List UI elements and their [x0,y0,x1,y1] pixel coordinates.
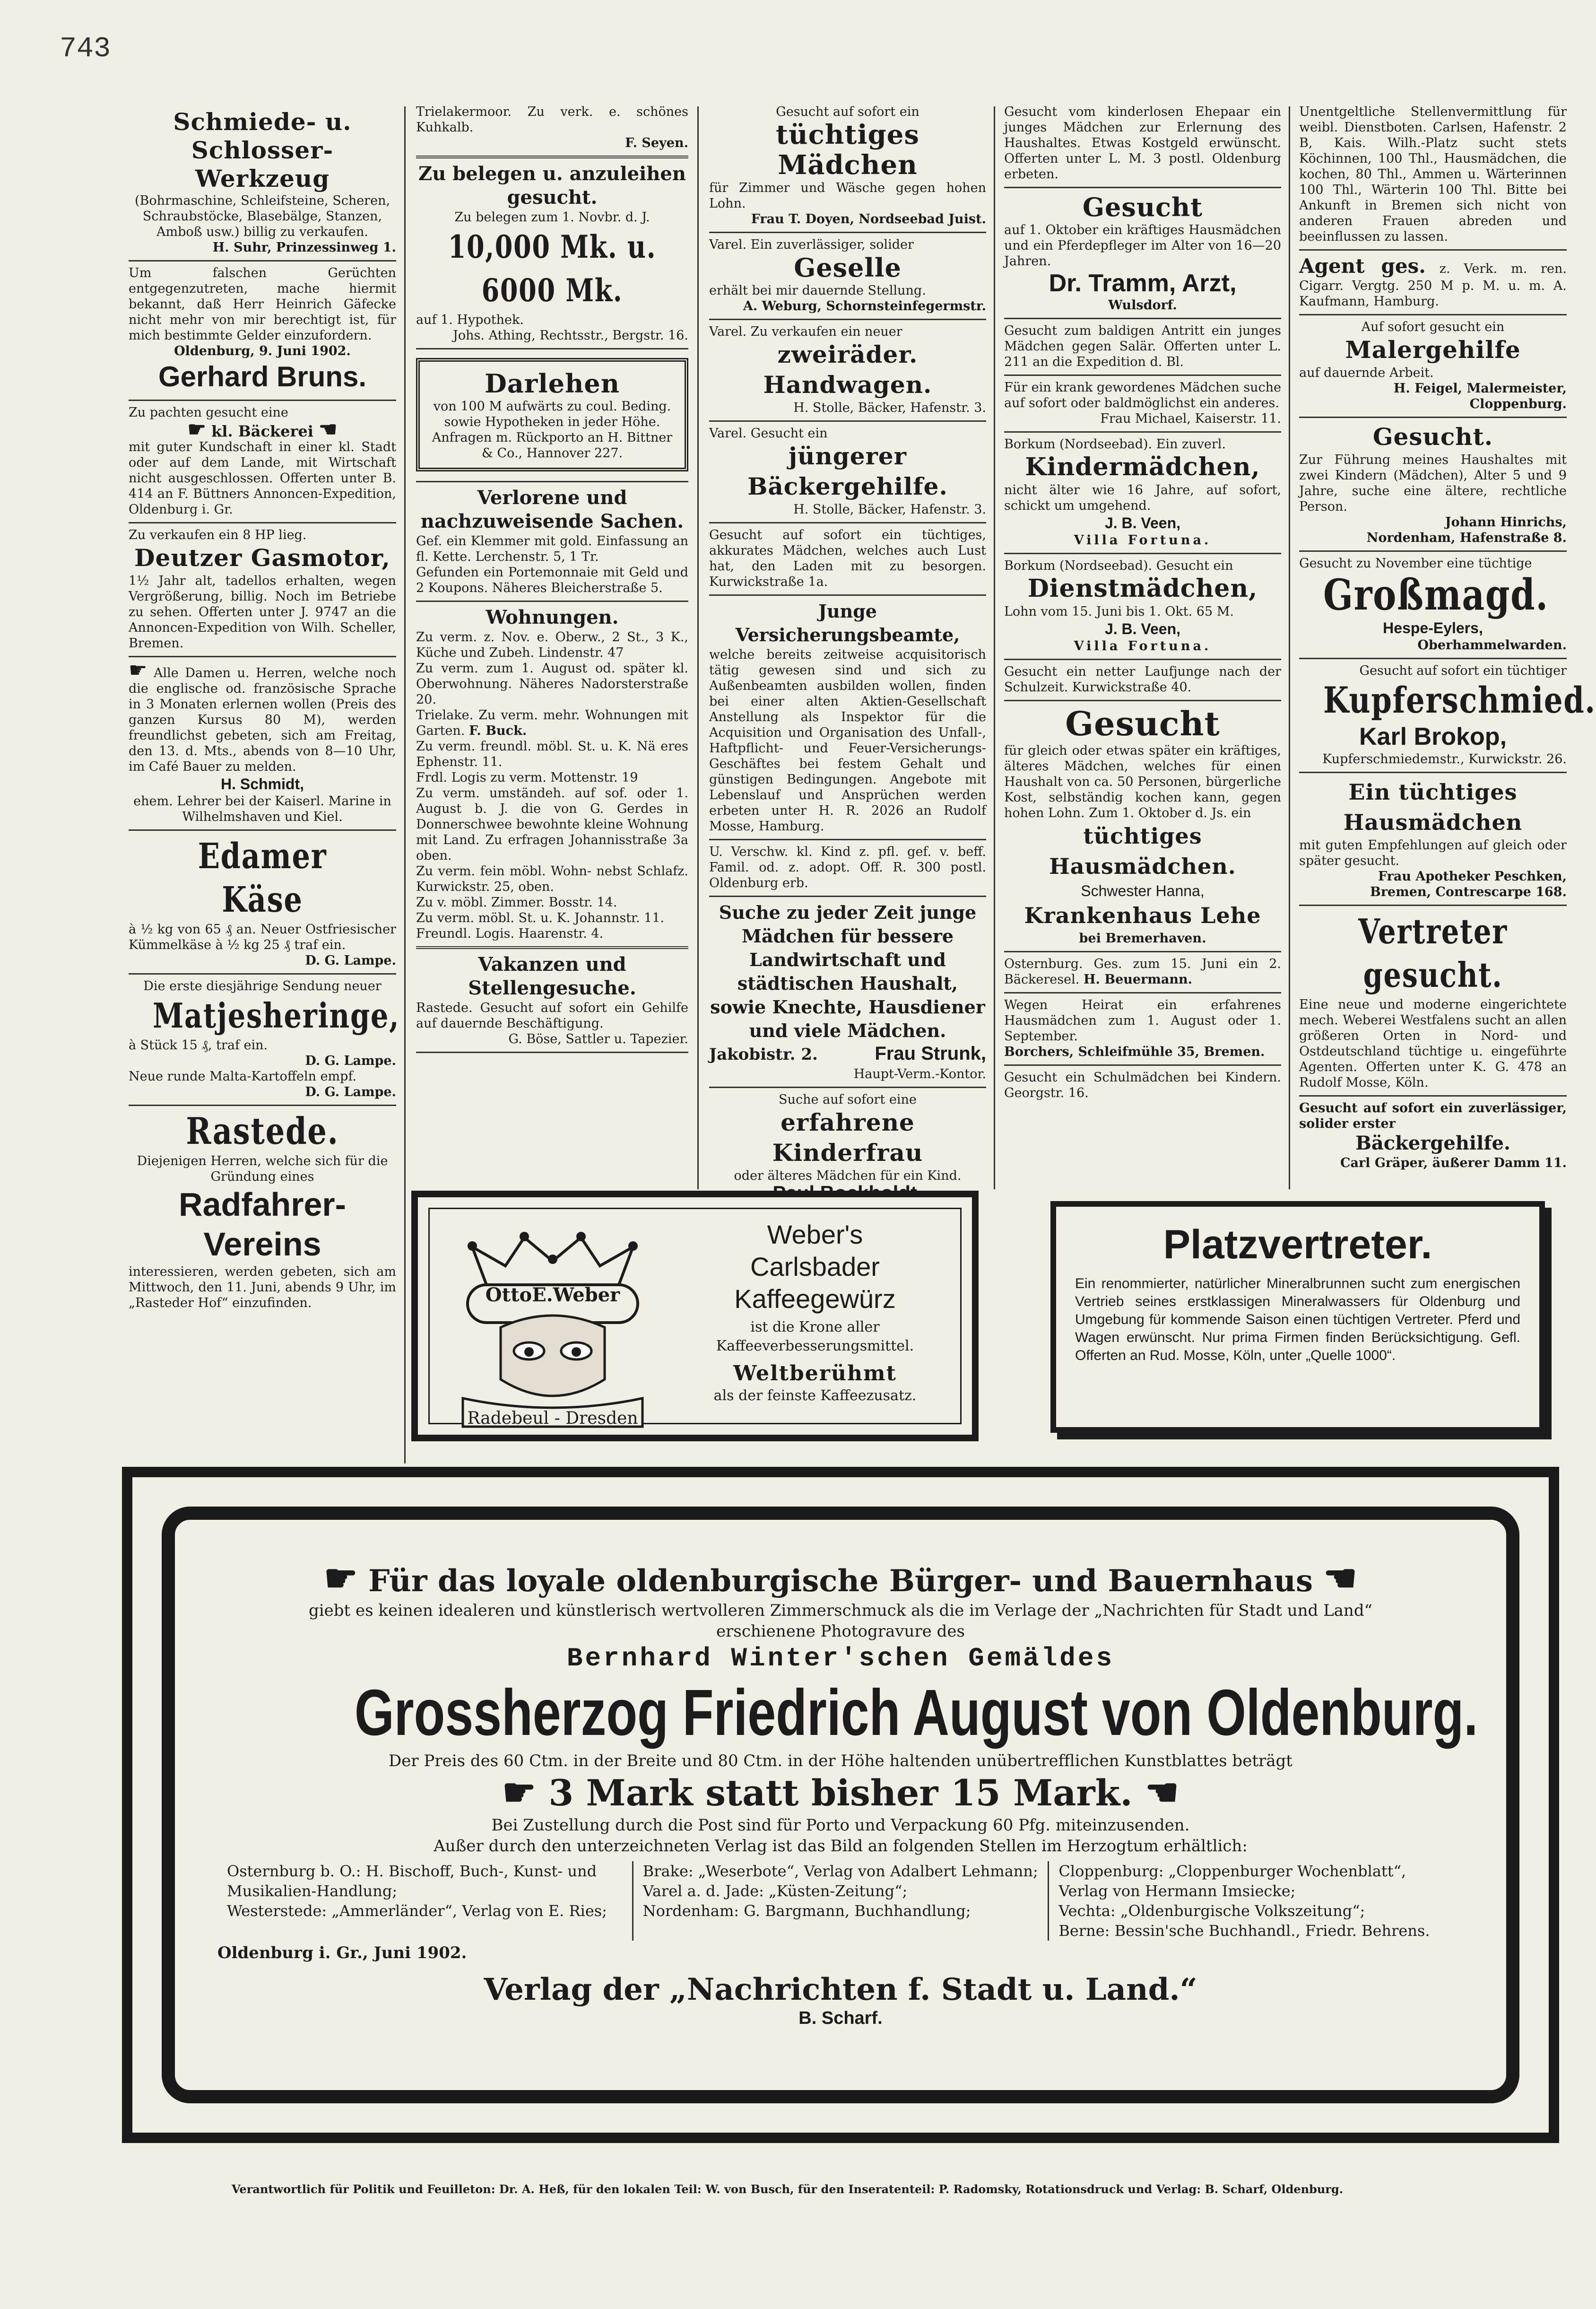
ad-intro: Borkum (Nordseebad). Ein zuverl. [1004,437,1226,452]
weber-line-2: Carlsbader [750,1252,880,1281]
ad-osternburg [1004,952,1281,993]
outlet-item: Westerstede: „Ammerländer“, Verlag von E. Ries; [227,1902,607,1920]
ad-text: Gesucht vom kinderlosen Ehepaar ein junges Mädchen zur Erlernung des Haushaltes. Etwas Kostgeld erwünscht. Offerten unter L. M. 3 postl. Oldenburg erbeten. [1004,105,1281,182]
ad-signature: H. Beuermann. [1083,972,1193,987]
ad-heirat [1004,993,1281,1066]
ad-text: Eine neue und moderne eingerichtete mech. Weberei Westfalens sucht an allen größeren Orten in Nord- und Ostdeutschland tüchtige u. eingeführte Agenten. Offerten unter K. G. 478 an Rudolf Mosse, Köln. [1299,997,1567,1090]
ad-text: Gesucht ein Schulmädchen bei Kindern. Georgstr. 16. [1004,1070,1281,1100]
ad-text: U. Verschw. kl. Kind z. pfl. gef. v. beff. Famil. od. z. adopt. Off. R. 300 postl. Oldenburg erb. [709,845,986,890]
imprint-footer: Verantwortlich für Politik und Feuilleton: Dr. A. Heß, für den lokalen Teil: W. von Busch, für den Inseratenteil: P. Radomsky, Rotationsdruck und Verlag: B. Scharf, Oldenburg. [232,2182,1344,2196]
weber-line-1: Weber's [767,1220,863,1249]
ad-intro: Die erste diesjährige Sendung neuer [143,979,382,993]
ad-agent [1299,251,1567,315]
ad-intro: Zu pachten gesucht eine [129,405,288,420]
column-5 [1293,104,1596,1196]
ad-text: mit guter Kundschaft in einer kl. Stadt oder auf dem Lande, mit Wirtschaft nicht ausgeschlossen. Offerten unter B. 414 an F. Büttners Annoncen-Expedition, Oldenburg i. Gr. [129,440,396,517]
ad-text: 1½ Jahr alt, tadellos erhalten, wegen Vergrößerung, billig. Noch im Betriebe zu sehen. Offerten unter J. 9747 an die Annoncen-Expedition von Wilh. Scheller, Bremen. [129,574,396,651]
ad-text: oder älteres Mädchen für ein Kind. [734,1168,962,1183]
ad-dienstmaedchen [1004,554,1281,660]
ad-text: Rastede. Gesucht auf sofort ein Gehilfe auf dauernde Beschäftigung. [416,1001,688,1031]
ad-signature: Frau T. Doyen, Nordseebad Juist. [751,212,986,227]
ad-salaer [1004,319,1281,376]
ad-subline: Villa Fortuna. [1074,639,1212,653]
ad-signature: J. B. Veen, [1104,514,1181,532]
ad-text: Zu belegen zum 1. Novbr. d. J. [454,210,650,225]
ad-headline: Kupferschmied. [1323,679,1596,721]
list-item: Zu verm. umständeh. auf sof. oder 1. August b. J. die von G. Gerdes in Donnerschwee bewohnte kleine Wohnung mit Land. Zu erfragen Johannisstraße 3a oben. [416,786,688,863]
ad-place: Oldenburg, 9. Juni 1902. [174,344,351,358]
ad-subline: bei Bremerhaven. [1079,931,1206,946]
column-4 [998,104,1287,1187]
ad-headline: Darlehen [484,368,620,399]
ad-headline: zweiräder. Handwagen. [763,340,932,399]
ad-price: 3 Mark statt bisher 15 Mark. [548,1772,1133,1814]
ad-gasmotor [129,523,396,657]
ad-signature-2: Krankenhaus Lehe [1024,903,1261,928]
ad-text-3: Der Preis des 60 Ctm. in der Breite und 80 Ctm. in der Höhe haltenden unübertrefflichen Kunstblattes beträgt [389,1751,1292,1770]
column-rule [994,106,995,1189]
ad-text: Wegen Heirat ein erfahrenes Hausmädchen zum 1. August oder 1. September. [1004,998,1281,1044]
ad-signature: Frau Apotheker Peschken, [1378,869,1567,884]
ad-signature: D. G. Lampe. [305,1054,396,1068]
ad-schulmaedchen [1004,1066,1281,1106]
ad-headline: Großmagd. [1323,570,1549,620]
weber-line-4: ist die Krone aller Kaffeeverbesserungsmittel. [716,1319,914,1354]
ad-subline: Bremen, Contrescarpe 168. [1370,885,1567,899]
ad-ehepaar [1004,104,1281,188]
pointing-hand-icon: ☛ [323,1556,358,1600]
ad-subline: Oberhammelwarden. [1417,638,1567,653]
column-1 [123,104,402,1456]
ad-krankenhaus [1004,701,1281,952]
ad-headline: jüngerer Bäckergehilfe. [747,442,948,500]
ad-headline: Zu belegen u. anzuleihen gesucht. [418,163,686,209]
ad-place: Oldenburg i. Gr., Juni 1902. [217,1943,467,1962]
ad-text: für gleich oder etwas später ein kräftiges, älteres Mädchen, welches für einen Haushalt von ca. 50 Personen, bürgerliche Kost, selbständig kochen kann, gegen hohen Lohn. Zum 1. Oktober d. Js. ein [1004,743,1281,820]
ad-signature: Carl Gräper, äußerer Damm 11. [1340,1156,1567,1170]
ad-kind [709,840,986,897]
ad-painter: Bernhard Winter'schen Gemäldes [566,1643,1115,1673]
ad-subline: Haupt-Verm.-Kontor. [853,1067,986,1081]
ad-subline: Wulsdorf. [1108,298,1177,313]
ad-signature: Frau Strunk, [875,1043,986,1064]
ad-headline: Malergehilfe [1345,336,1521,364]
ad-text-4: Bei Zustellung durch die Post sind für Porto und Verpackung 60 Pfg. miteinzusenden. [491,1816,1190,1835]
pointing-hand-left-icon: ☚ [1145,1770,1179,1814]
ad-headline: Gesucht [1082,192,1203,222]
ad-signature: Karl Brokop, [1359,723,1507,750]
ad-kuhkalb [416,104,688,158]
section-wohnungen [416,602,688,946]
column-3 [703,104,992,1187]
column-rule [404,106,406,1464]
ad-text: Gesucht auf sofort ein tüchtiges, akkurates Mädchen, welches auch Lust hat, den Laden mit zu besorgen. Kurwickstraße 1a. [709,528,986,589]
ad-signature: H. Stolle, Bäcker, Hafenstr. 3. [793,401,986,415]
ad-headline: kl. Bäckerei [211,422,313,440]
ad-signature: Frau Michael, Kaiserstr. 11. [1100,411,1281,426]
ad-strunk [709,897,986,1088]
ad-subline: Cloppenburg. [1469,397,1567,411]
ad-headline: Matjesheringe, [152,995,400,1036]
ad-signature: H. Schmidt, [220,775,304,793]
ad-belegen [416,158,688,349]
weber-logo-name: OttoE.Weber [485,1284,620,1306]
ad-text: auf dauernde Arbeit. [1299,366,1434,380]
list-item: Zu verm. freundl. möbl. St. u. K. Nä eres Ephenstr. 11. [416,739,688,769]
ad-headline: Dienstmädchen, [1027,574,1258,603]
list-item: Freundl. Logis. Haarenstr. 4. [416,926,604,941]
ad-subline: Kupferschmiedemstr., Kurwickstr. 26. [1322,752,1567,767]
column-rule [1289,106,1290,1189]
outlet-item: Brake: „Weserbote“, Verlag von Adalbert Lehmann; [642,1862,1038,1880]
ad-big: 10,000 Mk. u. 6000 Mk. [448,228,657,309]
pointing-hand-icon: ☛ [129,658,147,682]
ad-grossherzog [122,1467,1559,2143]
ad-text: von 100 M aufwärts zu coul. Beding. sowie Hypotheken in jeder Höhe. Anfragen m. Rückporto an H. Bittner & Co., Hannover 227. [432,399,673,461]
ad-darlehen [416,349,688,482]
ad-text: auf 1. Oktober ein kräftiges Hausmädchen und ein Pferdepfleger im Alter von 16—20 Jahren. [1004,223,1281,269]
ad-text: nicht älter wie 16 Jahre, auf sofort, schickt um umgehend. [1004,483,1281,513]
ad-headline: Rastede. [186,1110,339,1153]
ad-text: à Stück 15 ₰, traf ein. [129,1038,268,1053]
ad-text: Um falschen Gerüchten entgegenzutreten, mache hiermit bekannt, daß Herr Heinrich Gäfecke nicht mehr von mir berechtigt ist, für mich bestimmte Gelder einzufordern. [129,266,396,343]
ad-headline: Kindermädchen, [1025,453,1260,481]
ad-intro: Varel. Zu verkaufen ein neuer [709,324,902,339]
ad-stellenvermittlung [1299,104,1567,251]
ad-text: mit guten Empfehlungen auf gleich oder später gesucht. [1299,838,1567,868]
ad-text: welche bereits zeitweise acquisitorisch tätig gewesen sind und sich zu Außenbeamten ausbilden wollen, finden bei einer alten Aktien-Gesellschaft Anstellung als Inspektor für die Acquisition und Organisation des Unfall-, Haftpflicht- und Feuer-Versicherungs-Geschäftes bei festem Gehalt und günstigen Bedingungen. Angebote mit Lebenslauf und Ansprüchen werden erbeten unter H. R. 2026 an Rudolf Mosse, Hamburg. [709,647,986,834]
ad-signature: Gerhard Bruns. [158,361,367,392]
section-heading: Verlorene und nachzuweisende Sachen. [420,487,684,532]
ad-headline: Ein tüchtiges Hausmädchen [1343,779,1523,835]
ad-signature: H. Feigel, Malermeister, [1393,381,1567,396]
ad-big-headline: Grossherzog Friedrich August von Oldenburg. [354,1676,1478,1749]
ad-text: Gesucht auf sofort ein zuverlässiger, solider erster [1299,1101,1567,1131]
ad-headline: erfahrene Kinderfrau [772,1108,923,1167]
ad-signature: D. G. Lampe. [305,953,396,968]
ad-signature: B. Scharf. [798,2008,883,2028]
ad-address: Jakobistr. 2. [709,1045,818,1064]
outlet-item: Nordenham: G. Bargmann, Buchhandlung; [642,1902,971,1920]
ad-matjes [129,975,400,1106]
ad-verlag: Verlag der „Nachrichten f. Stadt u. Land.“ [484,1972,1197,2007]
section-heading: Vakanzen und Stellengesuche. [468,953,636,999]
outlet-item: Vechta: „Oldenburgische Volkszeitung“; [1058,1902,1365,1920]
ad-signature: Hespe-Eylers, [1383,619,1483,636]
ad-baeckergehilfe [709,422,986,523]
ad-signature: Borchers, Schleifmühle 35, Bremen. [1004,1045,1265,1059]
ad-text-1: giebt es keinen idealeren und künstlerisch wertvolleren Zimmerschmuck als die im Verlage der „Nachrichten für Stadt und Land“ [309,1601,1372,1620]
ad-intro: Gesucht auf sofort ein tüchtiger [1359,663,1567,678]
ad-text: Gesucht ein netter Laufjunge nach der Schulzeit. Kurwickstraße 40. [1004,664,1281,695]
ad-headline: Für das loyale oldenburgische Bürger- und Bauernhaus [368,1563,1313,1599]
ad-signature: J. B. Veen, [1104,620,1181,637]
ad-signature: Johs. Athing, Rechtsstr., Bergstr. 16. [453,328,688,343]
pointing-hand-icon: ☛ [187,418,206,442]
ad-text-2: erschienene Photogravure des [716,1622,965,1641]
ad-michael [1004,376,1281,433]
ad-text: à ½ kg von 65 ₰ an. Neuer Ostfriesischer Kümmelkäse à ½ kg 25 ₰ traf ein. [129,922,396,952]
ad-sprachkurs [129,657,396,831]
ad-signature: H. Stolle, Bäcker, Hafenstr. 3. [793,502,986,517]
ad-text: Für ein krank gewordenes Mädchen suche auf sofort oder baldmöglichst ein anderes. [1004,380,1281,410]
ad-text: Unentgeltliche Stellenvermittlung für weibl. Dienstboten. Carlsen, Hafenstr. 2 B, Kais. Wilh.-Platz sucht stets Köchinnen, 100 Thl., Hausmädchen, die kochen, 80 Thl., Ammen u. Wärterinnen 100 Thl., Wärterin 100 Thl. Bitte bei Ankunft in Bremen sich nicht von anderen Frauen abreden und beeinflussen zu lassen. [1299,105,1567,244]
ad-headline: Edamer Käse [198,836,327,920]
outlet-item: Berne: Bessin'sche Buchhandl., Friedr. Behrens. [1058,1922,1430,1940]
ad-bruns [129,261,396,401]
ad-geselle [709,233,986,320]
ad-text: Osternburg. Ges. zum 15. Juni ein 2. Bäckeresel. [1004,957,1281,987]
ad-grossmagd [1299,552,1567,659]
ad-intro: Auf sofort gesucht ein [1361,320,1505,334]
pointing-hand-icon: ☛ [502,1770,536,1814]
ad-text-5: Außer durch den unterzeichneten Verlag ist das Bild an folgenden Stellen im Herzogtum erhältlich: [434,1837,1248,1856]
ad-baecker [1299,1097,1567,1176]
ad-edamer [129,831,396,975]
ad-headline: tüchtiges Mädchen [776,119,919,181]
ad-text: Lohn vom 15. Juni bis 1. Okt. 65 M. [1004,604,1234,619]
ad-werkzeug [129,104,396,261]
list-item: Zu verm. fein möbl. Wohn- nebst Schlafz. Kurwickstr. 25, oben. [416,864,688,894]
page-number: 743 [60,33,111,65]
column-rule [697,106,699,1189]
ad-headline: Schmiede- u. Schlosser-Werkzeug [173,108,352,192]
ad-headline: Junge Versicherungsbeamte, [735,601,960,645]
ad-text: z. Verk. m. ren. Cigarr. Vergtg. 250 M p. M. u. m. A. Kaufmann, Hamburg. [1299,261,1567,309]
ad-big: Radfahrer-Vereins [179,1186,346,1263]
ad-platzvertreter [1050,1201,1545,1433]
ad-verlorene [416,482,688,602]
ad-vertreter [1299,906,1567,1097]
ad-text: Gefunden ein Portemonnaie mit Geld und 2 Koupons. Näheres Bleicherstraße 5. [416,565,688,595]
ad-headline: Platzvertreter. [1163,1222,1432,1267]
ad-signature: Schwester Hanna, [1081,882,1205,899]
ad-text: auf 1. Hypothek. [416,313,524,327]
ad-subline: Villa Fortuna. [1074,533,1212,548]
ad-intro: Borkum (Nordseebad). Gesucht ein [1004,558,1233,573]
list-item: Frdl. Logis zu verm. Mottenstr. 19 [416,770,638,785]
ad-text: Gesucht zum baldigen Antritt ein junges Mädchen gegen Salär. Offerten unter L. 211 an die Expedition d. Bl. [1004,323,1281,369]
ad-handwagen [709,320,986,422]
list-item: Zu verm. zum 1. August od. später kl. Oberwohnung. Näheres Nadorsterstraße 20. [416,661,688,707]
weber-line-5: Weltberühmt [733,1361,897,1385]
ad-signature: G. Böse, Sattler u. Tapezier. [508,1032,688,1046]
ad-intro: Varel. Ein zuverlässiger, solider [709,237,914,252]
ad-signature: H. Suhr, Prinzessinweg 1. [212,240,396,255]
ad-intro: Gesucht auf sofort ein [776,105,919,119]
weber-line-6: als der feinste Kaffeezusatz. [713,1387,917,1404]
ad-signature: Dr. Tramm, Arzt, [1049,270,1237,297]
outlet-item: Varel a. d. Jade: „Küsten-Zeitung“; [642,1882,908,1900]
ad-text: Ein renommierter, natürlicher Mineralbrunnen sucht zum energischen Vertrieb seines erstklassigen Mineralwassers für Oldenburg und Umgebung für kommende Saison einen tüchtigen Vertreter. Pferd und Wagen erwünscht. Nur prima Firmen finden Berücksichtigung. Gefl. Offerten an Rud. Mosse, Köln, unter „Quelle 1000“. [1075,1276,1520,1363]
ad-headline-2: tüchtiges Hausmädchen. [1049,823,1236,879]
ad-signature: F. Buck. [468,723,527,738]
outlet-item: Osternburg b. O.: H. Bischoff, Buch-, Kunst- und Musikalien-Handlung; [227,1862,597,1900]
ad-intro: Suche auf sofort eine [779,1092,917,1107]
ad-subline: Nordenham, Hafenstraße 8. [1366,531,1567,545]
ad-tramm [1004,188,1281,319]
ad-headline: Gesucht [1065,704,1220,743]
ad-baeckerei [129,401,396,523]
ad-signature: D. G. Lampe. [305,1085,396,1099]
weber-logo-icon [453,1228,652,1436]
ad-radfahrer [129,1106,396,1316]
section-vakanzen [416,946,688,1053]
ad-text: für Zimmer und Wäsche gegen hohen Lohn. [709,181,986,211]
ad-text: Diejenigen Herren, welche sich für die Gründung eines [137,1154,388,1184]
weber-logo-place: Radebeul - Dresden [467,1409,638,1428]
list-item: Trielake. Zu verm. mehr. Wohnungen mit Garten. [416,708,688,738]
ad-intro: Gesucht zu November eine tüchtige [1299,556,1532,571]
ad-headline: Gesucht. [1372,423,1493,451]
ad-text: (Bohrmaschine, Schleifsteine, Scheren, Schraubstöcke, Blasebälge, Stanzen, Amboß usw.) billig zu verkaufen. [134,193,390,239]
pointing-hand-left-icon: ☚ [1323,1556,1358,1600]
ad-subline: ehem. Lehrer bei der Kaiserl. Marine in Wilhelmshaven und Kiel. [133,794,391,824]
ad-headline: Agent ges. [1299,254,1426,278]
ad-laufjunge [1004,660,1281,701]
ad-headline: Bäckergehilfe. [1355,1132,1510,1154]
ad-intro: Varel. Gesucht ein [709,426,828,441]
ad-kindermaedchen [1004,433,1281,554]
ad-haushalt [1299,418,1567,552]
ad-signature: F. Seyen. [625,136,688,150]
pointing-hand-left-icon: ☚ [319,418,338,442]
ad-text: erhält bei mir dauernde Stellung. [709,283,926,298]
ad-intro: Zu verkaufen ein 8 HP lieg. [129,528,307,542]
ad-hausmaedchen [1299,773,1567,906]
ad-signature: A. Weburg, Schornsteinfegermstr. [743,299,986,314]
ad-headline: Deutzer Gasmotor, [134,544,390,572]
ad-headline: Geselle [794,253,902,283]
ad-akkurates-maedchen [709,523,986,596]
weber-line-3: Kaffeegewürz [734,1284,896,1314]
section-heading: Wohnungen. [486,606,619,628]
ad-text: Neue runde Malta-Kartoffeln empf. [129,1069,357,1084]
ad-text: Alle Damen u. Herren, welche noch die englische od. französische Sprache in 3 Monaten erlernen wollen (Preis des ganzen Kursus 80 M), werden freundlichst gebeten, sich am Freitag, den 13. d. Mts., abends von 8—10 Uhr, im Café Bauer zu melden. [129,666,396,774]
list-item: Zu verm. z. Nov. e. Oberw., 2 St., 3 K., Küche und Zubeh. Lindenstr. 47 [416,630,688,660]
outlet-item: Cloppenburg: „Cloppenburger Wochenblatt“, Verlag von Hermann Imsiecke; [1058,1862,1406,1900]
ad-text: Trielakermoor. Zu verk. e. schönes Kuhkalb. [416,105,688,135]
ad-text: Gef. ein Klemmer mit gold. Einfassung an fl. Kette. Lerchenstr. 5, 1 Tr. [416,534,688,564]
ad-kupferschmied [1299,659,1596,773]
ad-text: Zur Führung meines Haushaltes mit zwei Kindern (Mädchen), Alter 5 und 9 Jahre, suche eine ältere, rechtliche Person. [1299,453,1567,514]
ad-versicherung [709,596,986,840]
ad-big: Suche zu jeder Zeit junge Mädchen für bessere Landwirtschaft und städtischen Haushalt, sowie Knechte, Hausdiener und viele Mädchen. [710,902,985,1041]
ad-headline: Vertreter gesucht. [1358,911,1508,995]
list-item: Zu verm. möbl. St. u. K. Johannstr. 11. [416,911,665,925]
list-item: Zu v. möbl. Zimmer. Bosstr. 14. [416,895,617,910]
ad-text: interessieren, werden gebeten, sich am Mittwoch, den 11. Juni, abends 9 Uhr, im „Rasteder Hof“ einzufinden. [129,1264,396,1310]
ad-malergehilfe [1299,315,1567,418]
ad-signature: Johann Hinrichs, [1445,515,1567,530]
ad-outlets [217,1861,1464,1941]
ad-maedchen-juist [709,104,986,233]
ad-weber-kaffeegewuerz [411,1191,979,1441]
